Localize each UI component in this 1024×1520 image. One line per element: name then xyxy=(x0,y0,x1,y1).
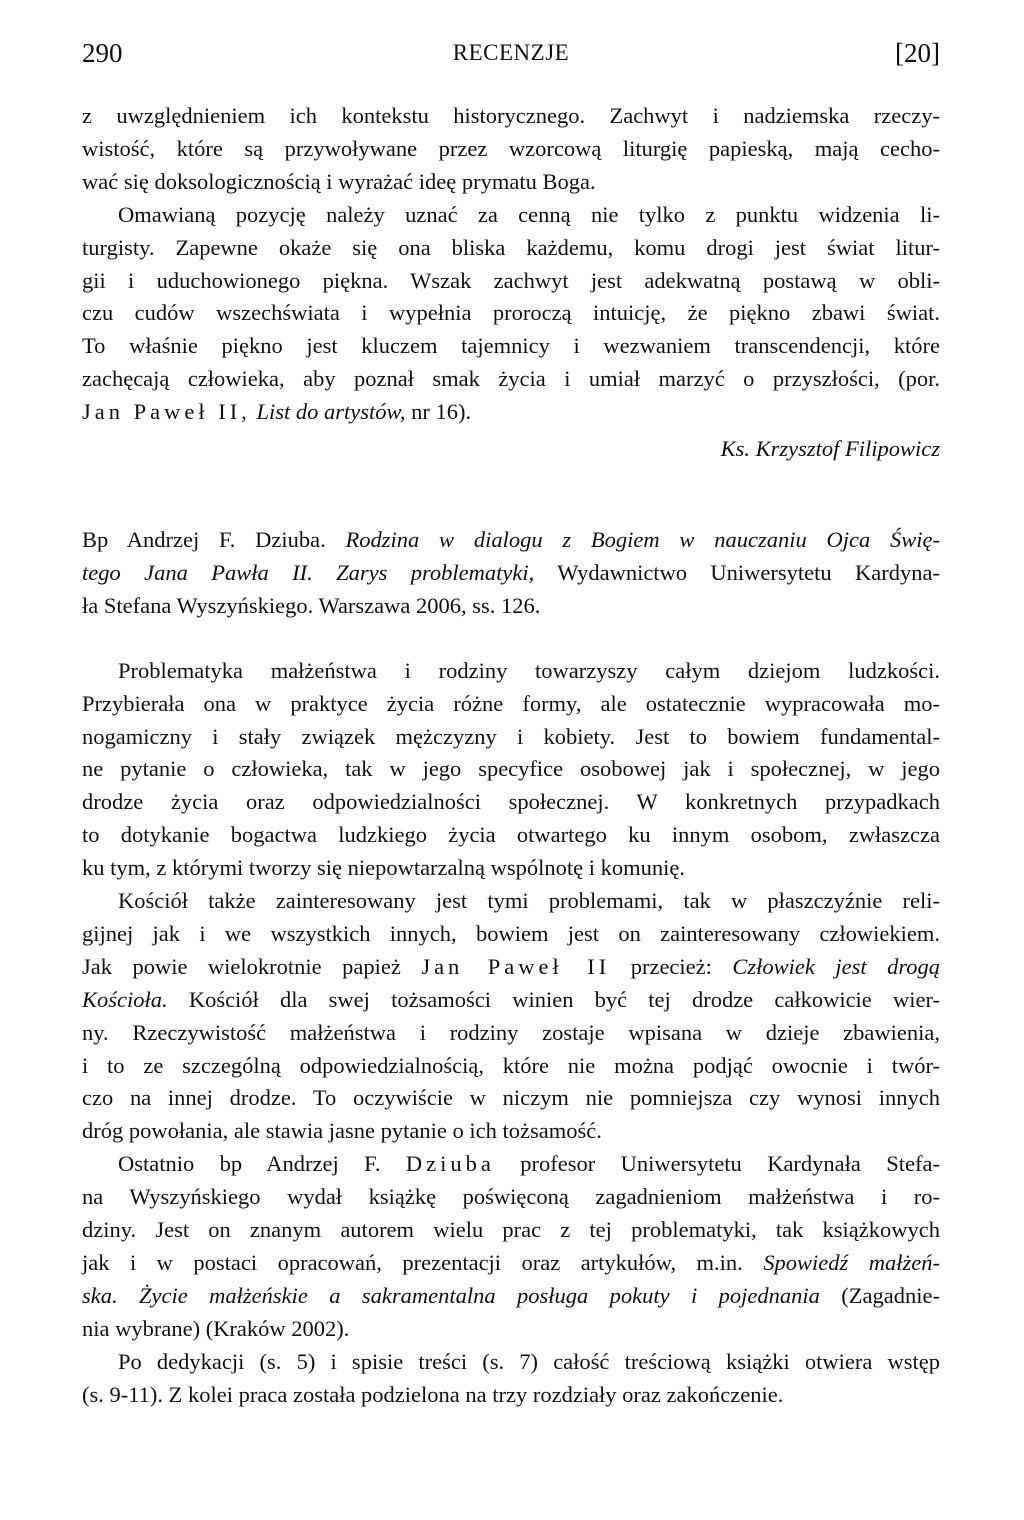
italic-title: ska. Życie małżeńskie a sakramentalna posługa pokuty i pojednania xyxy=(82,1282,820,1308)
text-line: i to ze szczególną odpowiedzialnością, które nie można podjąć owocnie i twór- xyxy=(82,1052,940,1078)
text-fragment: Kościół dla swej tożsamości winien być tej drodze całkowicie wier- xyxy=(167,986,940,1012)
italic-quote: Człowiek jest drogą xyxy=(732,953,940,979)
text-line: ku tym, z którymi tworzy się niepowtarzalną wspólnotę i komunię. xyxy=(82,855,685,881)
italic-title: Spowiedź małżeń- xyxy=(763,1250,940,1275)
section-number: [20] xyxy=(895,38,940,68)
text-line: ne pytanie o człowieka, tak w jego specyfice osobowej jak i społecznej, w jego xyxy=(82,756,940,782)
text-line xyxy=(82,396,940,429)
page xyxy=(82,38,940,1412)
citation-rest: nr 16). xyxy=(405,399,472,425)
text-line: z uwzględnieniem ich kontekstu historycznego. Zachwyt i nadziemska rzeczy- xyxy=(82,103,940,128)
text-line: Kościół także zainteresowany jest tymi problemami, tak w płaszczyźnie reli- xyxy=(118,888,940,914)
text-fragment: (Zagadnie- xyxy=(819,1282,940,1308)
text-line: nogamiczny i stały związek mężczyzny i kobiety. Jest to bowiem fundamental- xyxy=(82,723,940,749)
review1-paragraph-2 xyxy=(82,199,940,429)
text-fragment: przecież: xyxy=(610,953,733,979)
bib-line xyxy=(82,524,940,557)
text-line xyxy=(82,951,940,984)
text-line xyxy=(82,1247,940,1280)
citation-author: Jan Paweł II, xyxy=(82,399,251,425)
text-line: to dotykanie bogactwa ludzkiego życia otwartego ku innym osobom, zwłaszcza xyxy=(82,822,940,848)
bib-line: ła Stefana Wyszyńskiego. Warszawa 2006, ss. 126. xyxy=(82,592,541,618)
bib-publisher: Wydawnictwo Uniwersytetu Kardyna- xyxy=(534,559,940,585)
text-line: gijnej jak i we wszystkich innych, bowiem jest on zainteresowany człowiekiem. xyxy=(82,920,940,946)
text-line: drodze życia oraz odpowiedzialności społecznej. W konkretnych przypadkach xyxy=(82,789,940,815)
text-line: dziny. Jest on znanym autorem wielu prac z tej problematyki, tak książkowych xyxy=(82,1217,940,1243)
text-line: Omawianą pozycję należy uznać za cenną nie tylko z punktu widzenia li- xyxy=(118,201,940,227)
text-line: dróg powołania, ale stawia jasne pytanie o ich tożsamość. xyxy=(82,1118,602,1144)
review2-paragraph-4 xyxy=(82,1346,940,1412)
text-line: nia wybrane) (Kraków 2002). xyxy=(82,1315,350,1341)
review2-paragraph-1 xyxy=(82,655,940,885)
text-line: wać się doksologicznością i wyrażać ideę prymatu Boga. xyxy=(82,168,596,194)
text-line: gii i uduchowionego piękna. Wszak zachwyt jest adekwatną postawą w obli- xyxy=(82,267,940,293)
review1-paragraph-1 xyxy=(82,100,940,199)
text-line: Przybierała ona w praktyce życia różne formy, ale ostatecznie wypracowała mo- xyxy=(82,690,940,716)
spaced-name: Dziuba xyxy=(405,1151,495,1177)
running-header xyxy=(82,38,940,76)
reviewer-signature: Ks. Krzysztof Filipowicz xyxy=(720,436,940,462)
bib-line xyxy=(82,557,940,590)
review2-bibliography xyxy=(82,524,940,623)
text-line: na Wyszyńskiego wydał książkę poświęconą zagadnieniom małżeństwa i ro- xyxy=(82,1184,940,1210)
spaced-name: Jan Paweł II xyxy=(421,953,611,979)
bib-author: Bp Andrzej F. Dziuba. xyxy=(82,526,346,552)
page-body xyxy=(82,100,940,1412)
bib-title: Rodzina w dialogu z Bogiem w nauczaniu Ojca Świę- xyxy=(345,526,940,552)
text-line: czu cudów wszechświata i wypełnia proroczą intuicję, że piękno zbawi świat. xyxy=(82,300,940,326)
bib-title-cont: tego Jana Pawła II. Zarys problematyki, xyxy=(82,559,535,585)
review2-paragraph-3 xyxy=(82,1148,940,1345)
text-line xyxy=(82,984,940,1017)
page-number: 290 xyxy=(82,38,123,68)
text-line: wistość, które są przywoływane przez wzorcową liturgię papieską, mają cecho- xyxy=(82,135,940,161)
text-line: zachęcają człowieka, aby poznał smak życia i umiał marzyć o przyszłości, (por. xyxy=(82,366,940,392)
text-line xyxy=(82,1280,940,1313)
text-line: Po dedykacji (s. 5) i spisie treści (s. 7) całość treściową książki otwiera wstęp xyxy=(118,1348,940,1374)
text-line: To właśnie piękno jest kluczem tajemnicy i wezwaniem transcendencji, które xyxy=(82,333,940,359)
text-line: czo na innej drodze. To oczywiście w niczym nie pomniejsza czy wynosi innych xyxy=(82,1085,940,1111)
text-line: turgisty. Zapewne okaże się ona bliska każdemu, komu drogi jest świat litur- xyxy=(82,234,940,260)
italic-quote: Kościoła. xyxy=(82,986,168,1012)
text-fragment: jak i w postaci opracowań, prezentacji oraz artykułów, m.in. xyxy=(82,1250,764,1275)
review2-paragraph-2 xyxy=(82,885,940,1148)
spacer xyxy=(82,623,940,655)
text-fragment: profesor Uniwersytetu Kardynała Stefa- xyxy=(494,1151,941,1177)
text-line: Problematyka małżeństwa i rodziny towarzyszy całym dziejom ludzkości. xyxy=(118,657,940,683)
text-fragment: Jak powie wielokrotnie papież xyxy=(82,953,422,979)
text-line: (s. 9-11). Z kolei praca została podzielona na trzy rozdziały oraz zakończenie. xyxy=(82,1381,784,1407)
citation-title: List do artystów, xyxy=(256,399,406,425)
text-line: ny. Rzeczywistość małżeństwa i rodziny zostaje wpisana w dzieje zbawienia, xyxy=(82,1019,940,1045)
text-fragment: Ostatnio bp Andrzej F. xyxy=(118,1151,406,1177)
text-line xyxy=(82,1148,940,1181)
running-title: RECENZJE xyxy=(452,40,570,65)
